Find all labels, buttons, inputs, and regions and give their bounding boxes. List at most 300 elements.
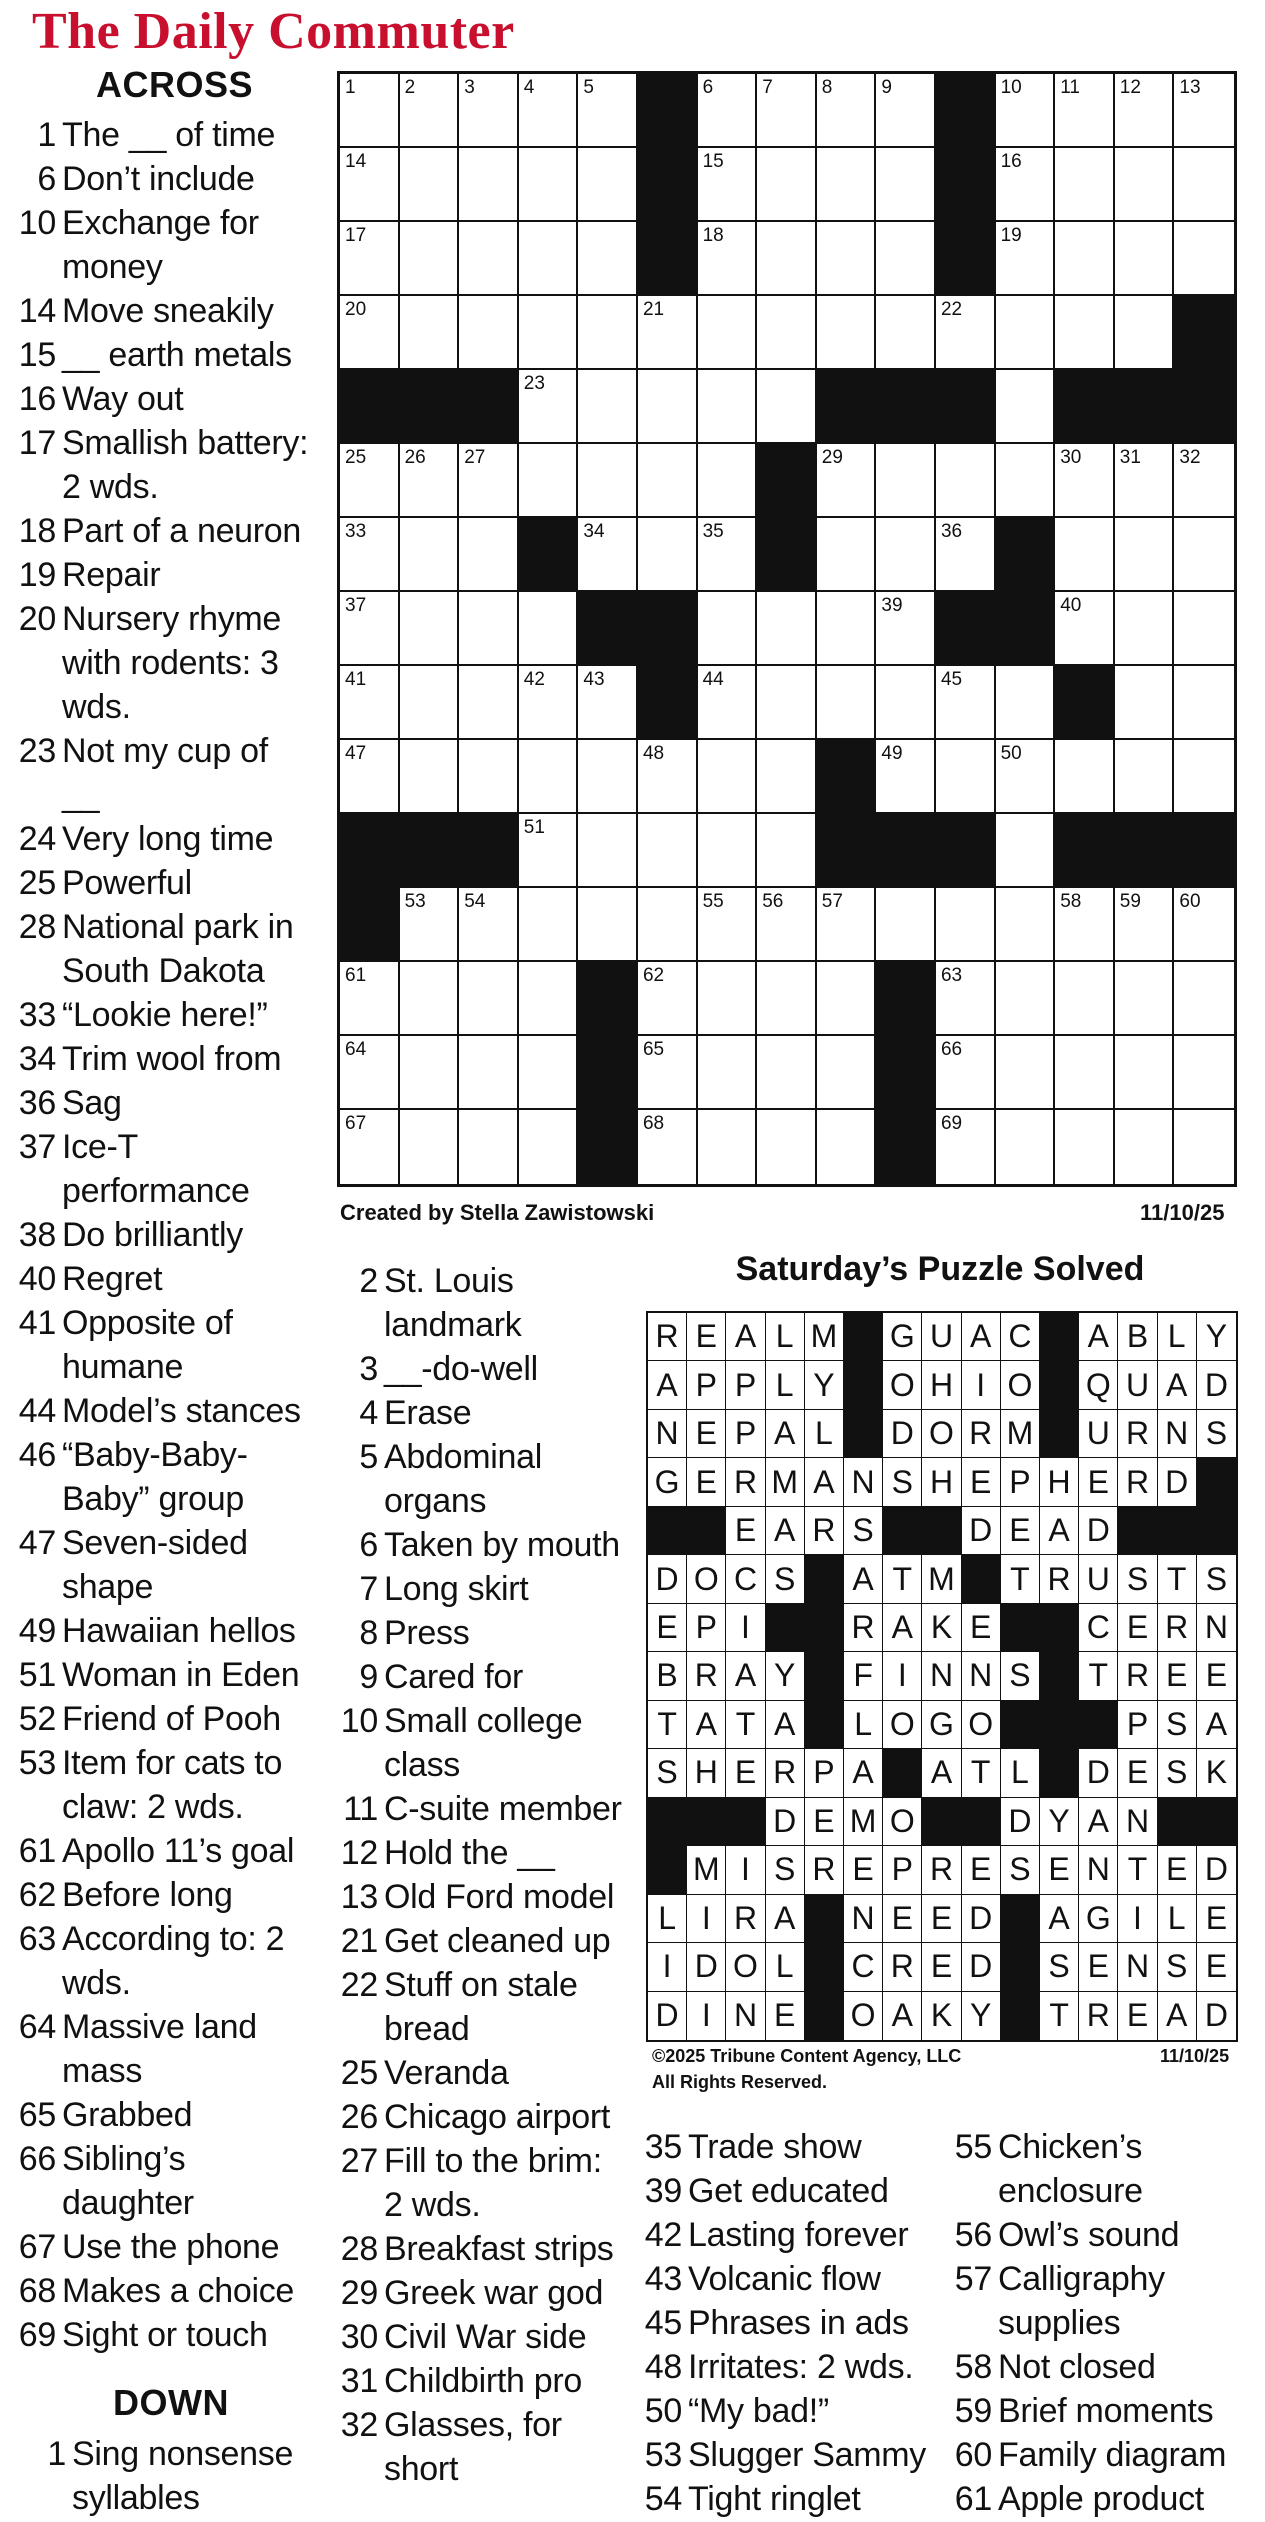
clue-number: 10 bbox=[18, 204, 56, 242]
solution-letter: O bbox=[883, 1798, 922, 1846]
solution-letter: U bbox=[1079, 1410, 1118, 1458]
grid-cell[interactable] bbox=[638, 888, 698, 962]
grid-cell[interactable] bbox=[459, 518, 519, 592]
grid-cell[interactable] bbox=[698, 962, 758, 1036]
down-clue-54 bbox=[636, 2477, 946, 2521]
solution-letter: L bbox=[1158, 1313, 1197, 1361]
solution-letter: E bbox=[1079, 1943, 1118, 1991]
grid-cell[interactable] bbox=[400, 148, 460, 222]
grid-cell[interactable] bbox=[876, 148, 936, 222]
grid-cell[interactable] bbox=[1174, 888, 1234, 962]
clue-text: Press bbox=[384, 1614, 470, 1652]
grid-cell[interactable] bbox=[519, 222, 579, 296]
grid-cell[interactable] bbox=[1055, 518, 1115, 592]
grid-cell[interactable] bbox=[936, 444, 996, 518]
grid-cell[interactable] bbox=[459, 296, 519, 370]
grid-cell[interactable] bbox=[459, 888, 519, 962]
down-clue-21 bbox=[332, 1919, 622, 1963]
clue-text: National park in South Dakota bbox=[62, 908, 294, 990]
grid-cell[interactable] bbox=[578, 888, 638, 962]
grid-cell[interactable] bbox=[817, 518, 877, 592]
grid-cell[interactable] bbox=[459, 148, 519, 222]
grid-cell[interactable] bbox=[400, 74, 460, 148]
grid-cell[interactable] bbox=[876, 592, 936, 666]
grid-cell[interactable] bbox=[400, 666, 460, 740]
solution-letter: S bbox=[1197, 1410, 1236, 1458]
grid-cell-number: 64 bbox=[345, 1039, 367, 1060]
grid-cell[interactable] bbox=[1174, 518, 1234, 592]
grid-cell[interactable] bbox=[757, 962, 817, 1036]
grid-cell[interactable] bbox=[638, 518, 698, 592]
grid-cell[interactable] bbox=[578, 518, 638, 592]
clue-number: 67 bbox=[18, 2228, 56, 2266]
grid-cell[interactable] bbox=[578, 666, 638, 740]
grid-cell[interactable] bbox=[1174, 592, 1234, 666]
grid-cell[interactable] bbox=[996, 222, 1056, 296]
grid-cell[interactable] bbox=[638, 1036, 698, 1110]
solution-letter: R bbox=[1079, 1992, 1118, 2040]
solution-date: 11/10/25 bbox=[1160, 2046, 1230, 2066]
grid-cell[interactable] bbox=[1055, 740, 1115, 814]
across-clue-69 bbox=[10, 2313, 310, 2357]
clue-number: 59 bbox=[954, 2392, 992, 2430]
clue-number: 44 bbox=[18, 1392, 56, 1430]
solution-letter: R bbox=[922, 1846, 961, 1894]
solution-letter: A bbox=[687, 1701, 726, 1749]
grid-cell[interactable] bbox=[638, 1110, 698, 1184]
grid-cell[interactable] bbox=[638, 296, 698, 370]
clue-number: 61 bbox=[954, 2480, 992, 2518]
grid-cell[interactable] bbox=[459, 962, 519, 1036]
grid-cell[interactable] bbox=[1115, 740, 1175, 814]
grid-cell[interactable] bbox=[936, 740, 996, 814]
grid-cell[interactable] bbox=[876, 666, 936, 740]
grid-cell[interactable] bbox=[698, 370, 758, 444]
grid-cell[interactable] bbox=[340, 222, 400, 296]
grid-cell[interactable] bbox=[1174, 740, 1234, 814]
clue-text: Apple product bbox=[998, 2480, 1204, 2518]
grid-cell[interactable] bbox=[698, 518, 758, 592]
solution-letter: A bbox=[883, 1992, 922, 2040]
clue-text: Friend of Pooh bbox=[62, 1700, 281, 1738]
solution-block bbox=[1079, 1701, 1118, 1749]
grid-cell[interactable] bbox=[340, 518, 400, 592]
solution-letter: T bbox=[883, 1555, 922, 1603]
grid-cell[interactable] bbox=[340, 740, 400, 814]
solution-letter: A bbox=[726, 1313, 765, 1361]
grid-cell[interactable] bbox=[1174, 666, 1234, 740]
grid-cell[interactable] bbox=[817, 1036, 877, 1110]
grid-cell[interactable] bbox=[340, 148, 400, 222]
down-heading: DOWN bbox=[113, 2382, 229, 2423]
clue-text: Item for cats to claw: 2 wds. bbox=[62, 1744, 283, 1826]
grid-cell[interactable] bbox=[876, 888, 936, 962]
grid-cell[interactable] bbox=[519, 962, 579, 1036]
grid-cell[interactable] bbox=[1174, 444, 1234, 518]
grid-cell[interactable] bbox=[459, 592, 519, 666]
grid-cell[interactable] bbox=[340, 296, 400, 370]
grid-cell[interactable] bbox=[757, 222, 817, 296]
grid-cell[interactable] bbox=[1174, 1036, 1234, 1110]
grid-cell[interactable] bbox=[1115, 666, 1175, 740]
grid-block bbox=[638, 74, 698, 148]
grid-cell[interactable] bbox=[519, 444, 579, 518]
grid-cell[interactable] bbox=[1115, 592, 1175, 666]
grid-cell[interactable] bbox=[876, 740, 936, 814]
grid-cell[interactable] bbox=[757, 148, 817, 222]
clue-text: Childbirth pro bbox=[384, 2362, 583, 2400]
grid-cell-number: 51 bbox=[523, 817, 545, 838]
grid-cell[interactable] bbox=[578, 296, 638, 370]
grid-cell[interactable] bbox=[817, 666, 877, 740]
clue-number: 54 bbox=[644, 2480, 682, 2518]
clue-number: 30 bbox=[340, 2318, 378, 2356]
grid-cell[interactable] bbox=[698, 296, 758, 370]
grid-cell[interactable] bbox=[698, 148, 758, 222]
grid-cell[interactable] bbox=[459, 74, 519, 148]
across-clue-17 bbox=[10, 421, 310, 509]
grid-cell[interactable] bbox=[1055, 74, 1115, 148]
solution-block bbox=[805, 1652, 844, 1700]
grid-cell[interactable] bbox=[996, 814, 1056, 888]
grid-cell[interactable] bbox=[876, 518, 936, 592]
grid-cell[interactable] bbox=[340, 1110, 400, 1184]
grid-cell[interactable] bbox=[1174, 1110, 1234, 1184]
grid-cell[interactable] bbox=[698, 666, 758, 740]
clue-text: Calligraphy supplies bbox=[998, 2260, 1165, 2342]
grid-cell[interactable] bbox=[698, 1110, 758, 1184]
puzzle-credit-date: 11/10/25 bbox=[1140, 1200, 1225, 1225]
grid-cell-number: 57 bbox=[821, 891, 843, 912]
grid-cell[interactable] bbox=[340, 592, 400, 666]
solution-letter: E bbox=[687, 1458, 726, 1506]
grid-cell[interactable] bbox=[1115, 222, 1175, 296]
solution-letter: L bbox=[766, 1313, 805, 1361]
across-clue-65 bbox=[10, 2093, 310, 2137]
grid-cell[interactable] bbox=[459, 1036, 519, 1110]
grid-cell[interactable] bbox=[996, 148, 1056, 222]
grid-cell[interactable] bbox=[757, 1036, 817, 1110]
grid-cell[interactable] bbox=[1055, 592, 1115, 666]
grid-cell[interactable] bbox=[638, 740, 698, 814]
grid-cell[interactable] bbox=[996, 1110, 1056, 1184]
grid-cell[interactable] bbox=[1115, 74, 1175, 148]
grid-cell[interactable] bbox=[1055, 962, 1115, 1036]
grid-cell-number: 37 bbox=[345, 595, 367, 616]
grid-cell[interactable] bbox=[400, 962, 460, 1036]
grid-cell-number: 11 bbox=[1060, 77, 1080, 98]
across-clue-68 bbox=[10, 2269, 310, 2313]
down-clue-7 bbox=[332, 1567, 622, 1611]
grid-cell[interactable] bbox=[519, 1110, 579, 1184]
down-clue-2 bbox=[332, 1259, 622, 1347]
across-clue-51 bbox=[10, 1653, 310, 1697]
grid-cell[interactable] bbox=[340, 962, 400, 1036]
solution-letter: A bbox=[1040, 1895, 1079, 1943]
grid-cell[interactable] bbox=[519, 666, 579, 740]
grid-cell[interactable] bbox=[1174, 962, 1234, 1036]
grid-cell[interactable] bbox=[698, 592, 758, 666]
grid-cell[interactable] bbox=[876, 296, 936, 370]
grid-cell-number: 40 bbox=[1060, 595, 1082, 616]
grid-cell[interactable] bbox=[817, 148, 877, 222]
grid-cell[interactable] bbox=[876, 444, 936, 518]
grid-cell[interactable] bbox=[459, 1110, 519, 1184]
grid-cell[interactable] bbox=[996, 444, 1056, 518]
grid-cell[interactable] bbox=[400, 592, 460, 666]
solution-block bbox=[962, 1555, 1001, 1603]
grid-cell[interactable] bbox=[817, 888, 877, 962]
grid-cell[interactable] bbox=[996, 962, 1056, 1036]
grid-cell[interactable] bbox=[459, 740, 519, 814]
grid-cell[interactable] bbox=[578, 444, 638, 518]
grid-cell-number: 8 bbox=[821, 77, 833, 98]
solution-letter: E bbox=[962, 1604, 1001, 1652]
grid-cell-number: 30 bbox=[1060, 447, 1082, 468]
grid-cell[interactable] bbox=[400, 296, 460, 370]
grid-cell[interactable] bbox=[400, 1110, 460, 1184]
grid-cell[interactable] bbox=[459, 444, 519, 518]
grid-cell[interactable] bbox=[757, 296, 817, 370]
grid-cell[interactable] bbox=[936, 962, 996, 1036]
solution-letter: M bbox=[844, 1798, 883, 1846]
grid-cell[interactable] bbox=[578, 740, 638, 814]
solution-letter: O bbox=[726, 1943, 765, 1991]
grid-cell[interactable] bbox=[400, 444, 460, 518]
solution-letter: C bbox=[844, 1943, 883, 1991]
clue-text: Sag bbox=[62, 1084, 122, 1122]
grid-cell[interactable] bbox=[519, 74, 579, 148]
grid-cell[interactable] bbox=[519, 296, 579, 370]
grid-cell[interactable] bbox=[578, 148, 638, 222]
grid-cell-number: 7 bbox=[762, 77, 773, 98]
grid-cell[interactable] bbox=[1055, 296, 1115, 370]
solution-letter: R bbox=[766, 1749, 805, 1797]
grid-cell[interactable] bbox=[757, 740, 817, 814]
grid-cell-number: 69 bbox=[940, 1113, 963, 1134]
grid-cell[interactable] bbox=[400, 1036, 460, 1110]
grid-cell[interactable] bbox=[1055, 888, 1115, 962]
solution-letter: H bbox=[922, 1361, 961, 1409]
grid-cell[interactable] bbox=[519, 148, 579, 222]
grid-cell[interactable] bbox=[340, 666, 400, 740]
grid-block bbox=[876, 814, 936, 888]
grid-cell[interactable] bbox=[817, 1110, 877, 1184]
grid-cell[interactable] bbox=[698, 1036, 758, 1110]
grid-cell[interactable] bbox=[757, 1110, 817, 1184]
clue-text: Hawaiian hellos bbox=[62, 1612, 296, 1650]
grid-cell[interactable] bbox=[400, 222, 460, 296]
solution-letter: A bbox=[805, 1458, 844, 1506]
grid-cell[interactable] bbox=[817, 74, 877, 148]
grid-cell[interactable] bbox=[817, 962, 877, 1036]
clue-number: 38 bbox=[18, 1216, 56, 1254]
grid-cell[interactable] bbox=[1174, 148, 1234, 222]
solution-letter: N bbox=[922, 1652, 961, 1700]
grid-cell[interactable] bbox=[1055, 444, 1115, 518]
grid-cell[interactable] bbox=[757, 74, 817, 148]
solution-letter: E bbox=[1158, 1846, 1197, 1894]
clue-number: 53 bbox=[644, 2436, 682, 2474]
solution-letter: U bbox=[1118, 1361, 1157, 1409]
grid-cell[interactable] bbox=[996, 296, 1056, 370]
solution-letter: L bbox=[844, 1701, 883, 1749]
clue-number: 12 bbox=[340, 1834, 378, 1872]
grid-cell[interactable] bbox=[578, 814, 638, 888]
grid-cell[interactable] bbox=[519, 888, 579, 962]
across-clue-15 bbox=[10, 333, 310, 377]
down-clue-60 bbox=[946, 2433, 1256, 2477]
grid-cell[interactable] bbox=[876, 74, 936, 148]
across-clue-47 bbox=[10, 1521, 310, 1609]
grid-cell-number: 17 bbox=[345, 225, 367, 246]
grid-cell[interactable] bbox=[996, 740, 1056, 814]
solution-block bbox=[844, 1410, 883, 1458]
solution-block bbox=[962, 1798, 1001, 1846]
grid-cell[interactable] bbox=[1174, 222, 1234, 296]
across-clue-6 bbox=[10, 157, 310, 201]
grid-cell[interactable] bbox=[936, 1036, 996, 1110]
grid-cell[interactable] bbox=[519, 1036, 579, 1110]
grid-cell[interactable] bbox=[1055, 1110, 1115, 1184]
grid-cell[interactable] bbox=[1115, 148, 1175, 222]
solution-letter: M bbox=[805, 1313, 844, 1361]
grid-cell[interactable] bbox=[757, 888, 817, 962]
solution-letter: R bbox=[962, 1410, 1001, 1458]
grid-cell[interactable] bbox=[1115, 1110, 1175, 1184]
clue-number: 68 bbox=[18, 2272, 56, 2310]
grid-cell[interactable] bbox=[757, 370, 817, 444]
grid-cell-number: 21 bbox=[642, 299, 665, 320]
grid-block bbox=[817, 740, 877, 814]
solution-letter: O bbox=[883, 1701, 922, 1749]
down-clue-30 bbox=[332, 2315, 622, 2359]
solution-letter: A bbox=[1079, 1798, 1118, 1846]
grid-cell[interactable] bbox=[996, 666, 1056, 740]
solution-letter: R bbox=[1118, 1458, 1157, 1506]
solution-letter: Y bbox=[1040, 1798, 1079, 1846]
grid-block bbox=[459, 370, 519, 444]
grid-cell[interactable] bbox=[1055, 148, 1115, 222]
grid-cell[interactable] bbox=[698, 74, 758, 148]
grid-cell[interactable] bbox=[400, 518, 460, 592]
puzzle-credit-author: Created by Stella Zawistowski bbox=[340, 1200, 655, 1225]
grid-cell[interactable] bbox=[340, 1036, 400, 1110]
solution-letter: A bbox=[1040, 1507, 1079, 1555]
grid-cell[interactable] bbox=[519, 740, 579, 814]
grid-cell[interactable] bbox=[400, 740, 460, 814]
grid-cell[interactable] bbox=[698, 814, 758, 888]
grid-block bbox=[578, 592, 638, 666]
grid-cell[interactable] bbox=[638, 444, 698, 518]
grid-cell[interactable] bbox=[400, 888, 460, 962]
grid-cell[interactable] bbox=[1115, 888, 1175, 962]
grid-cell[interactable] bbox=[996, 370, 1056, 444]
clue-text: Hold the __ bbox=[384, 1834, 555, 1872]
across-clue-36 bbox=[10, 1081, 310, 1125]
grid-block bbox=[519, 518, 579, 592]
clue-number: 63 bbox=[18, 1920, 56, 1958]
grid-cell[interactable] bbox=[996, 888, 1056, 962]
down-clue-55 bbox=[946, 2125, 1256, 2213]
grid-cell[interactable] bbox=[996, 1036, 1056, 1110]
clue-number: 9 bbox=[359, 1658, 378, 1696]
grid-cell[interactable] bbox=[1174, 74, 1234, 148]
grid-cell[interactable] bbox=[1115, 518, 1175, 592]
grid-cell[interactable] bbox=[757, 592, 817, 666]
grid-cell[interactable] bbox=[519, 370, 579, 444]
grid-cell[interactable] bbox=[519, 592, 579, 666]
clue-text: Seven-sided shape bbox=[62, 1524, 248, 1606]
grid-block bbox=[1055, 370, 1115, 444]
across-clue-19 bbox=[10, 553, 310, 597]
grid-block bbox=[876, 962, 936, 1036]
grid-cell[interactable] bbox=[340, 444, 400, 518]
grid-cell[interactable] bbox=[817, 444, 877, 518]
grid-cell[interactable] bbox=[340, 74, 400, 148]
grid-cell-number: 3 bbox=[464, 77, 475, 98]
solution-letter: A bbox=[844, 1555, 883, 1603]
grid-cell[interactable] bbox=[1115, 1036, 1175, 1110]
grid-cell-number: 2 bbox=[404, 77, 416, 98]
grid-cell[interactable] bbox=[876, 222, 936, 296]
grid-cell[interactable] bbox=[1055, 222, 1115, 296]
grid-cell[interactable] bbox=[638, 962, 698, 1036]
grid-cell[interactable] bbox=[936, 518, 996, 592]
solution-letter: P bbox=[1001, 1458, 1040, 1506]
grid-cell[interactable] bbox=[817, 296, 877, 370]
grid-cell[interactable] bbox=[1115, 296, 1175, 370]
clue-text: Small college class bbox=[384, 1702, 583, 1784]
grid-cell[interactable] bbox=[698, 444, 758, 518]
grid-block bbox=[876, 1036, 936, 1110]
grid-cell-number: 26 bbox=[404, 447, 426, 468]
grid-cell[interactable] bbox=[757, 814, 817, 888]
grid-cell[interactable] bbox=[817, 592, 877, 666]
grid-cell[interactable] bbox=[459, 222, 519, 296]
grid-cell[interactable] bbox=[578, 370, 638, 444]
grid-cell[interactable] bbox=[817, 222, 877, 296]
grid-cell[interactable] bbox=[578, 74, 638, 148]
solution-letter: E bbox=[844, 1846, 883, 1894]
grid-cell[interactable] bbox=[519, 814, 579, 888]
grid-cell[interactable] bbox=[936, 1110, 996, 1184]
clue-text: The __ of time bbox=[62, 116, 276, 154]
grid-cell[interactable] bbox=[757, 666, 817, 740]
grid-cell[interactable] bbox=[1115, 962, 1175, 1036]
grid-cell[interactable] bbox=[936, 296, 996, 370]
grid-cell[interactable] bbox=[698, 888, 758, 962]
grid-cell[interactable] bbox=[698, 740, 758, 814]
grid-cell[interactable] bbox=[459, 666, 519, 740]
grid-cell[interactable] bbox=[996, 74, 1056, 148]
grid-cell[interactable] bbox=[936, 888, 996, 962]
grid-cell-number: 12 bbox=[1119, 77, 1141, 98]
grid-cell[interactable] bbox=[936, 666, 996, 740]
grid-cell[interactable] bbox=[578, 222, 638, 296]
clue-number: 58 bbox=[954, 2348, 992, 2386]
grid-cell[interactable] bbox=[638, 814, 698, 888]
grid-cell[interactable] bbox=[1115, 444, 1175, 518]
grid-cell[interactable] bbox=[698, 222, 758, 296]
solution-letter: A bbox=[1158, 1361, 1197, 1409]
solution-letter: N bbox=[962, 1652, 1001, 1700]
grid-cell[interactable] bbox=[1055, 1036, 1115, 1110]
grid-cell[interactable] bbox=[638, 370, 698, 444]
grid-cell-number: 47 bbox=[345, 743, 367, 764]
solution-block bbox=[1001, 1895, 1040, 1943]
grid-cell-number: 19 bbox=[1000, 225, 1022, 246]
